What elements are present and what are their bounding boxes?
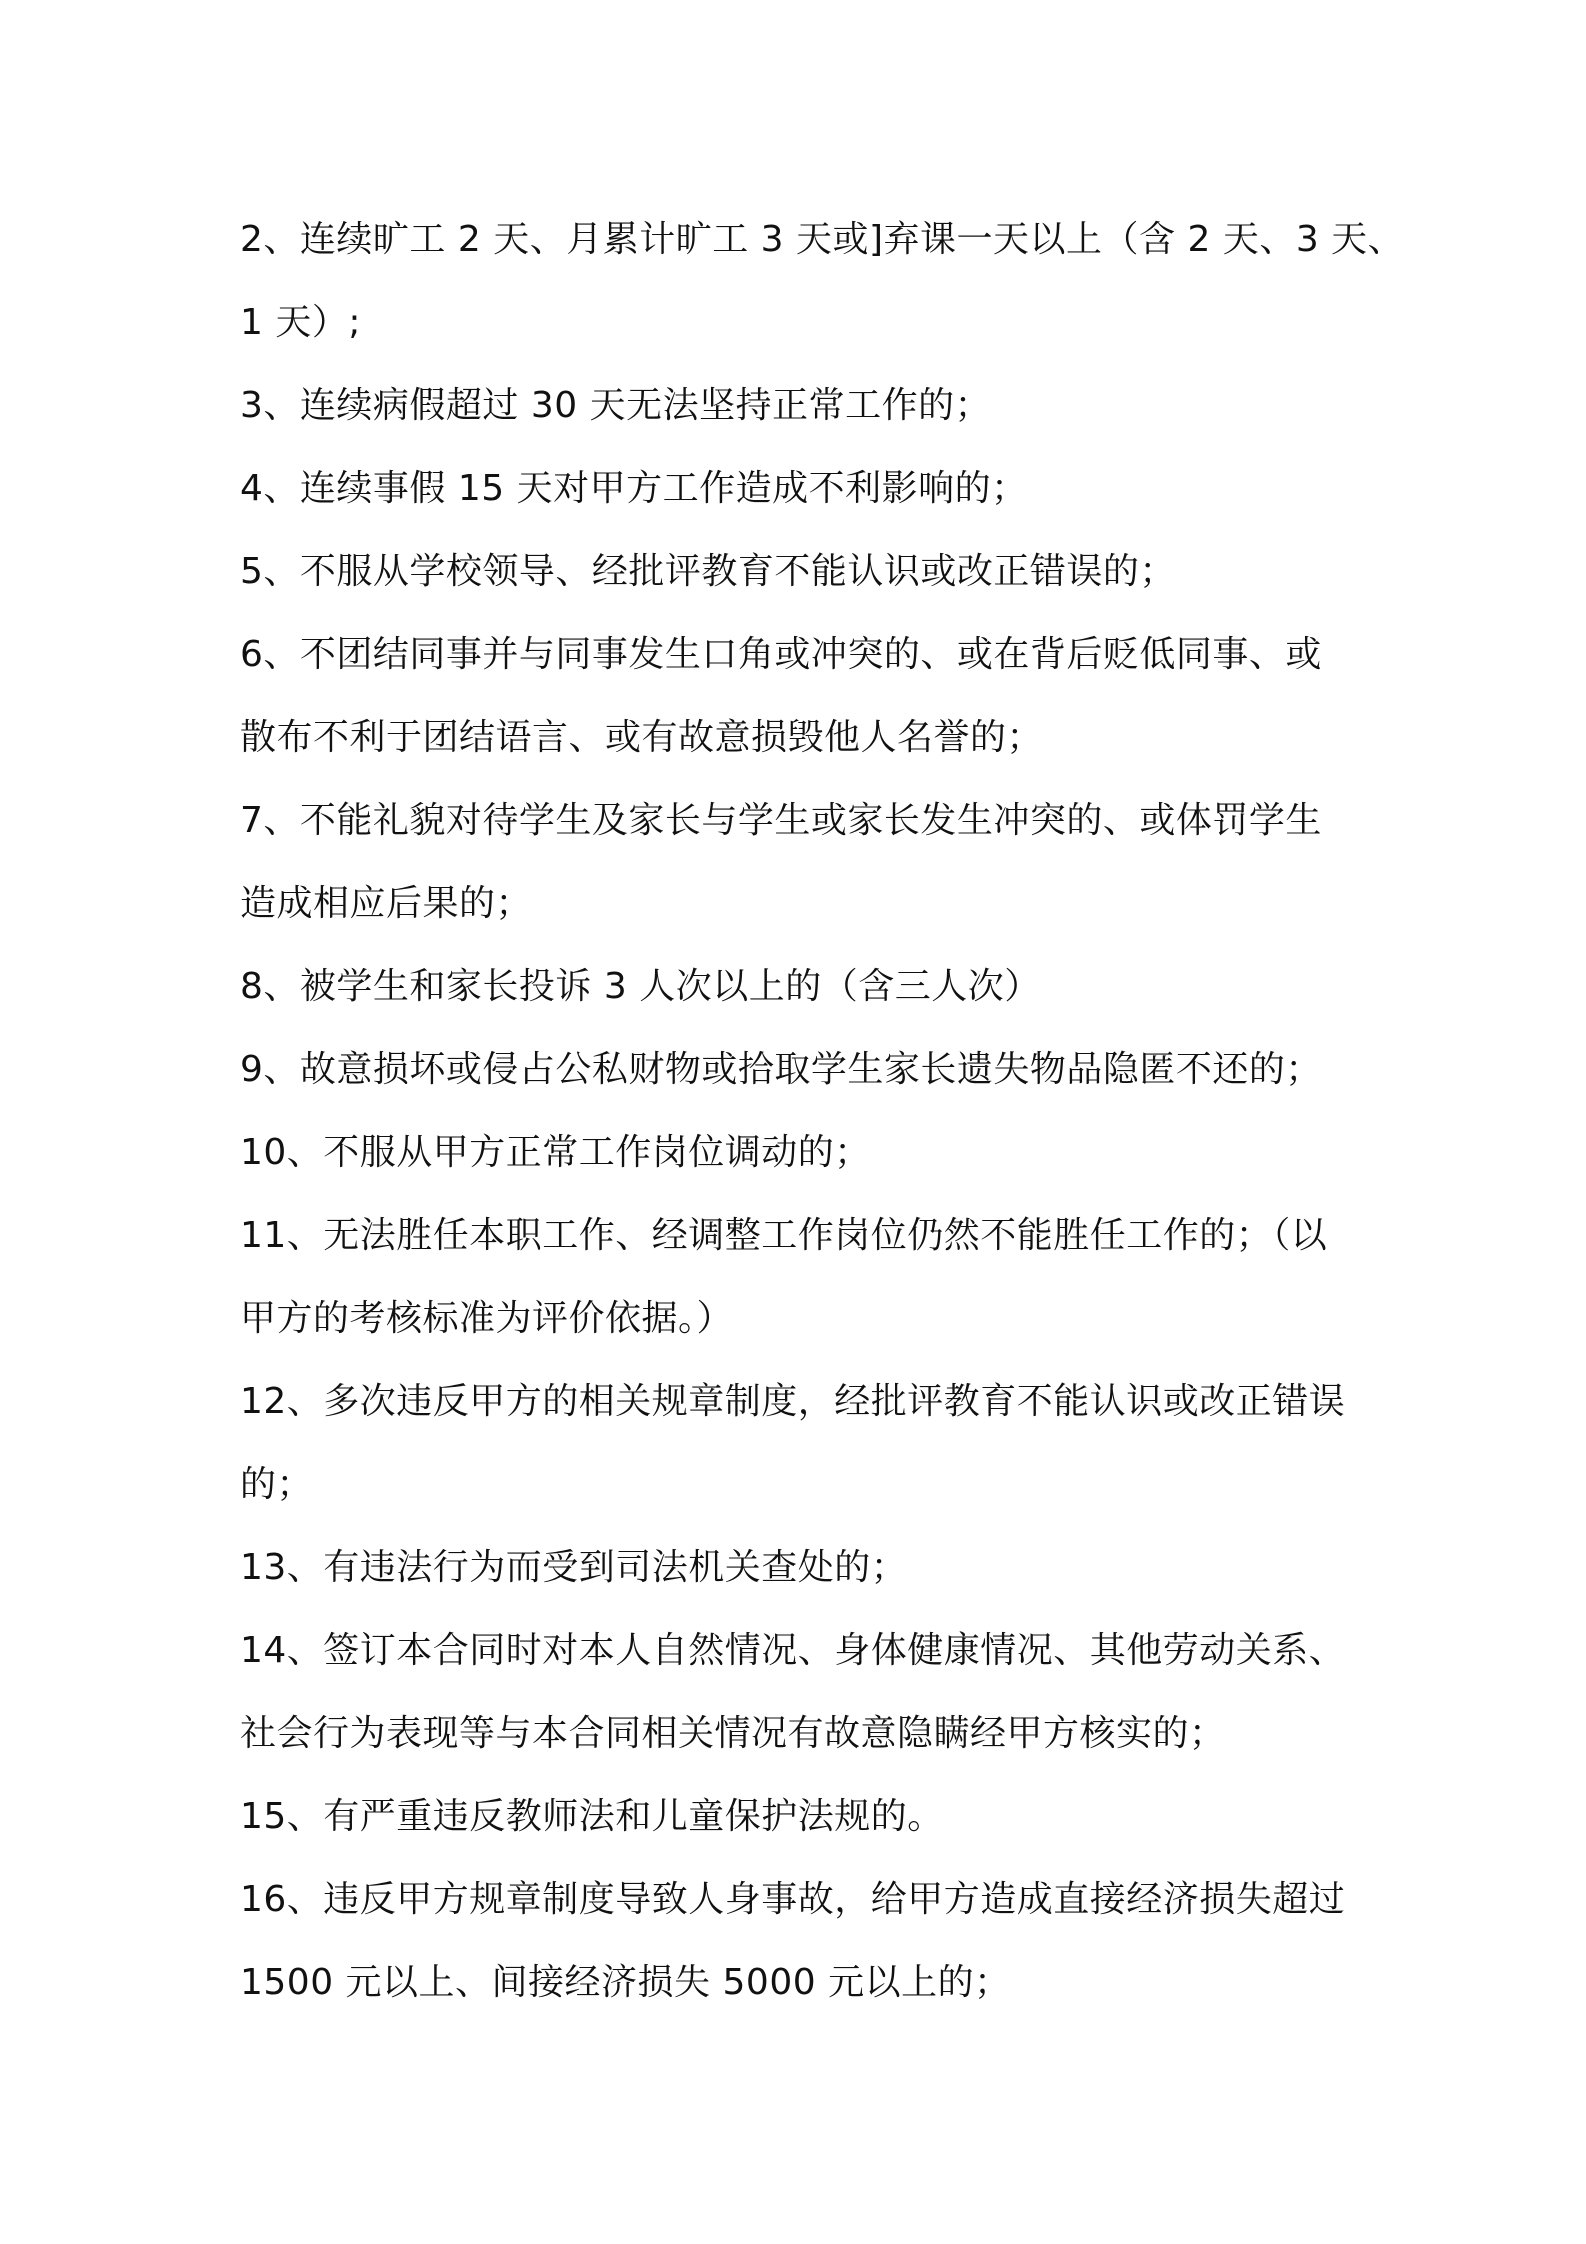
item-16-line-1: 16、违反甲方规章制度导致人身事故，给甲方造成直接经济损失超过	[240, 1879, 1346, 1920]
item-2-line-1: 2、连续旷工 2 天、月累计旷工 3 天或]弃课一天以上（含 2 天、3 天、	[240, 219, 1405, 260]
item-14-line-1: 14、签订本合同时对本人自然情况、身体健康情况、其他劳动关系、	[240, 1630, 1346, 1671]
item-5: 5、不服从学校领导、经批评教育不能认识或改正错误的；	[240, 551, 1176, 592]
item-9: 9、故意损坏或侵占公私财物或拾取学生家长遗失物品隐匿不还的；	[240, 1049, 1322, 1090]
item-11-line-1: 11、无法胜任本职工作、经调整工作岗位仍然不能胜任工作的；（以	[240, 1215, 1328, 1256]
item-4: 4、连续事假 15 天对甲方工作造成不利影响的；	[240, 468, 1028, 509]
item-6-line-1: 6、不团结同事并与同事发生口角或冲突的、或在背后贬低同事、或	[240, 634, 1322, 675]
item-15: 15、有严重违反教师法和儿童保护法规的。	[240, 1796, 944, 1837]
item-10: 10、不服从甲方正常工作岗位调动的；	[240, 1132, 871, 1173]
item-7-line-1: 7、不能礼貌对待学生及家长与学生或家长发生冲突的、或体罚学生	[240, 800, 1322, 841]
item-16-line-2: 1500 元以上、间接经济损失 5000 元以上的；	[240, 1962, 1011, 2003]
item-13: 13、有违法行为而受到司法机关查处的；	[240, 1547, 908, 1588]
item-12-line-1: 12、多次违反甲方的相关规章制度，经批评教育不能认识或改正错误	[240, 1381, 1346, 1422]
item-3: 3、连续病假超过 30 天无法坚持正常工作的；	[240, 385, 992, 426]
item-2-line-2: 1 天）;	[240, 302, 361, 343]
item-11-line-2: 甲方的考核标准为评价依据。）	[240, 1298, 734, 1339]
item-14-line-2: 社会行为表现等与本合同相关情况有故意隐瞒经甲方核实的；	[240, 1713, 1226, 1754]
document-body	[240, 198, 1405, 2024]
item-6-line-2: 散布不利于团结语言、或有故意损毁他人名誉的；	[240, 717, 1044, 758]
item-8: 8、被学生和家长投诉 3 人次以上的（含三人次）	[240, 966, 1041, 1007]
item-7-line-2: 造成相应后果的；	[240, 883, 533, 924]
item-12-line-2: 的；	[240, 1464, 314, 1505]
